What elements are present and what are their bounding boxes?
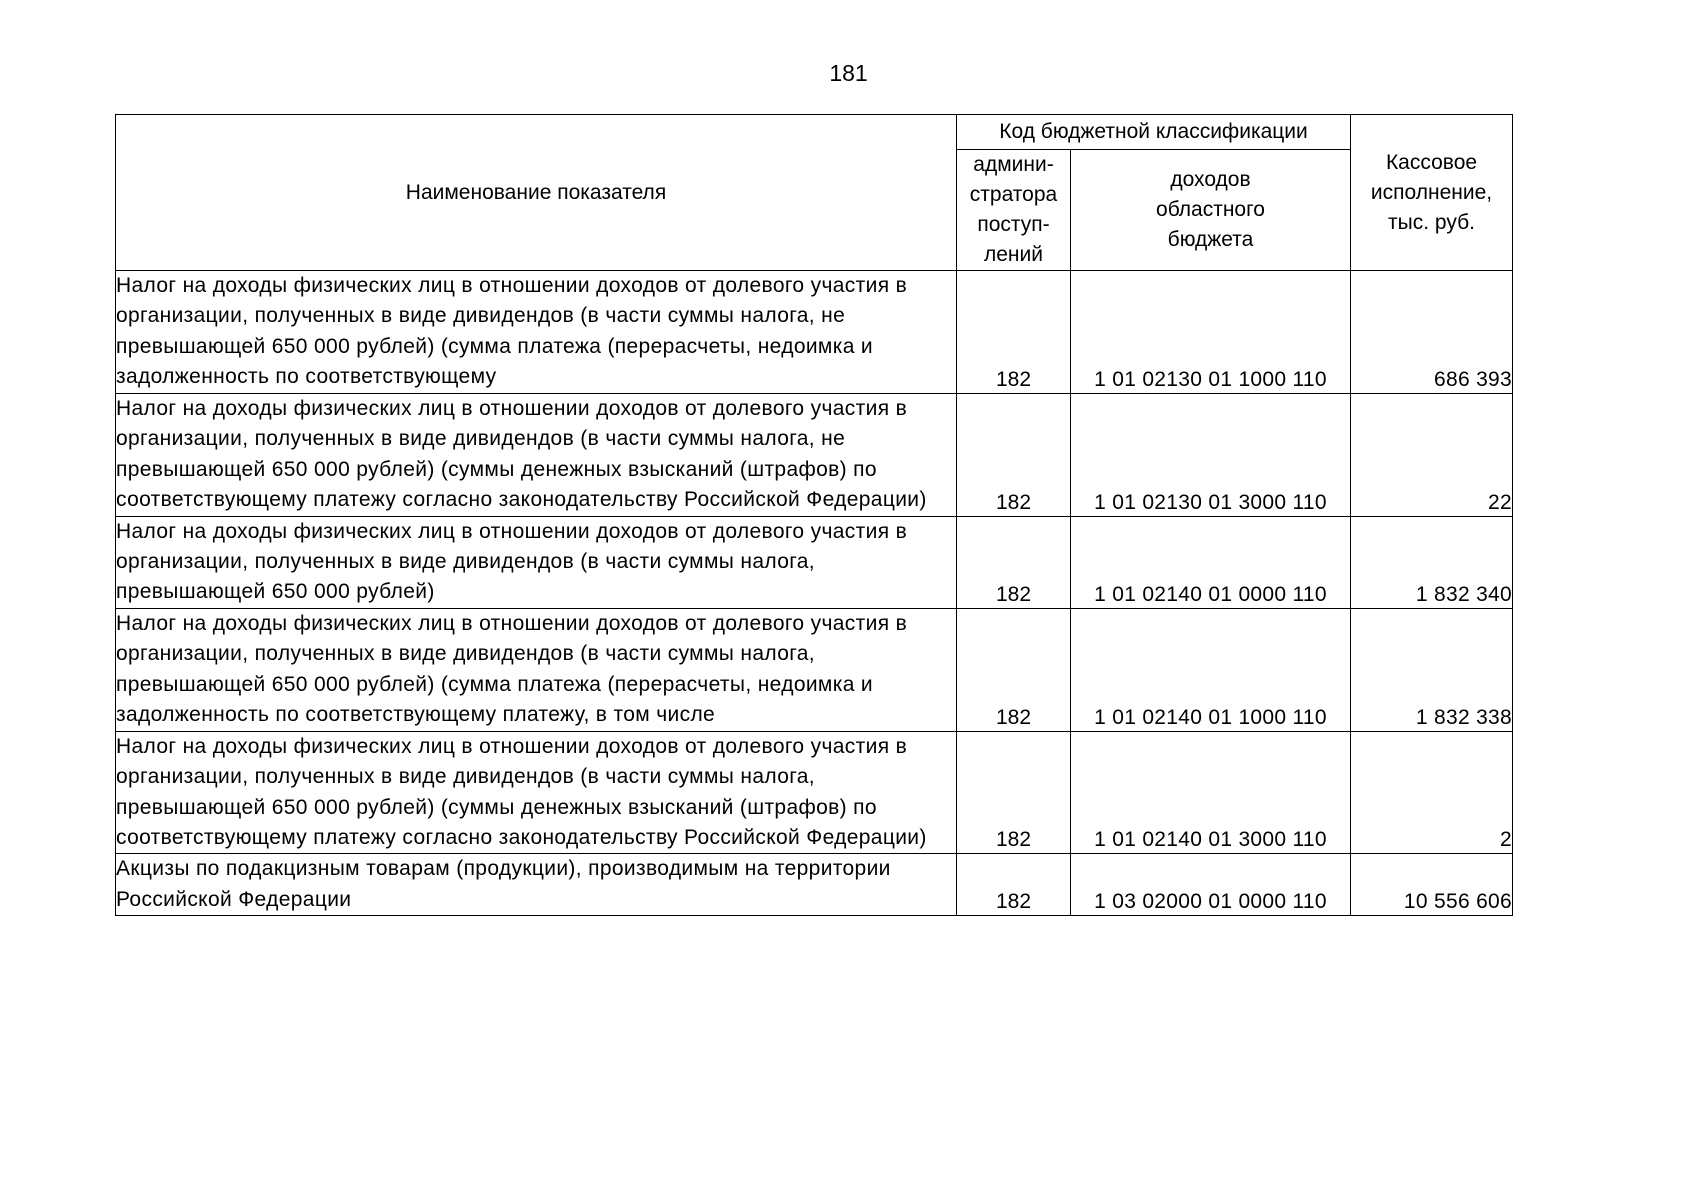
budget-table: [115, 114, 1513, 916]
table-row: [116, 731, 1513, 854]
row-sum: 10 556 606: [1351, 854, 1513, 916]
row-name: Налог на доходы физических лиц в отношении доходов от долевого участия в организации, полученных в виде дивидендов (в части суммы налога, превышающей 650 000 рублей) (сумма платежа (перерасчеты, недоимка и задолженность по соответствующему платежу, в том числе: [116, 611, 908, 727]
row-name: Налог на доходы физических лиц в отношении доходов от долевого участия в организации, полученных в виде дивидендов (в части суммы налога, превышающей 650 000 рублей): [116, 519, 908, 604]
row-admin: 182: [957, 271, 1071, 394]
row-code: 1 01 02140 01 3000 110: [1071, 731, 1351, 854]
row-name: Налог на доходы физических лиц в отношении доходов от долевого участия в организации, полученных в виде дивидендов (в части суммы налога, не превышающей 650 000 рублей) (суммы денежных взысканий (штрафов) по соответствующему платежу согласно законодательству Российской Федерации): [116, 397, 927, 512]
row-name-cell: [116, 608, 957, 731]
table-row: [116, 608, 1513, 731]
header-cash: [1351, 115, 1513, 271]
row-sum: 22: [1351, 394, 1513, 517]
header-income: [1071, 150, 1351, 271]
row-admin: 182: [957, 394, 1071, 517]
page-number: 181: [829, 60, 868, 86]
row-code: 1 01 02130 01 1000 110: [1071, 271, 1351, 394]
row-admin: 182: [957, 731, 1071, 854]
row-name-cell: [116, 854, 957, 916]
header-name: Наименование показателя: [116, 115, 957, 271]
row-name: Налог на доходы физических лиц в отношении доходов от долевого участия в организации, полученных в виде дивидендов (в части суммы налога, не превышающей 650 000 рублей) (сумма платежа (перерасчеты, недоимка и задолженность по соответствующему: [116, 274, 908, 389]
row-code: 1 01 02140 01 0000 110: [1071, 516, 1351, 608]
table-row: [116, 271, 1513, 394]
row-name-cell: [116, 271, 957, 394]
row-sum: 1 832 340: [1351, 516, 1513, 608]
row-name: Акцизы по подакцизным товарам (продукции), производимым на территории Российской Федерации: [116, 857, 891, 911]
header-row-top: [116, 115, 1513, 150]
row-admin: 182: [957, 854, 1071, 916]
row-code: 1 01 02140 01 1000 110: [1071, 608, 1351, 731]
row-admin: 182: [957, 516, 1071, 608]
row-sum: 2: [1351, 731, 1513, 854]
row-code: 1 01 02130 01 3000 110: [1071, 394, 1351, 517]
row-name-cell: [116, 731, 957, 854]
row-code: 1 03 02000 01 0000 110: [1071, 854, 1351, 916]
header-admin: [957, 150, 1071, 271]
row-sum: 686 393: [1351, 271, 1513, 394]
header-cash-label: Кассовое исполнение, тыс. руб.: [1370, 150, 1493, 234]
row-name: Налог на доходы физических лиц в отношении доходов от долевого участия в организации, полученных в виде дивидендов (в части суммы налога, превышающей 650 000 рублей) (суммы денежных взысканий (штрафов) по соответствующему платежу согласно законодательству Российской Федерации): [116, 734, 927, 850]
row-name-cell: [116, 516, 957, 608]
header-code-group: Код бюджетной классификации: [957, 115, 1351, 150]
header-admin-label: админи- стратора поступ- лений: [969, 153, 1058, 266]
table-row: [116, 854, 1513, 916]
table-row: [116, 394, 1513, 517]
row-name-cell: [116, 394, 957, 517]
row-admin: 182: [957, 608, 1071, 731]
header-income-label: доходов областного бюджета: [1156, 168, 1265, 251]
table-row: [116, 516, 1513, 608]
row-sum: 1 832 338: [1351, 608, 1513, 731]
